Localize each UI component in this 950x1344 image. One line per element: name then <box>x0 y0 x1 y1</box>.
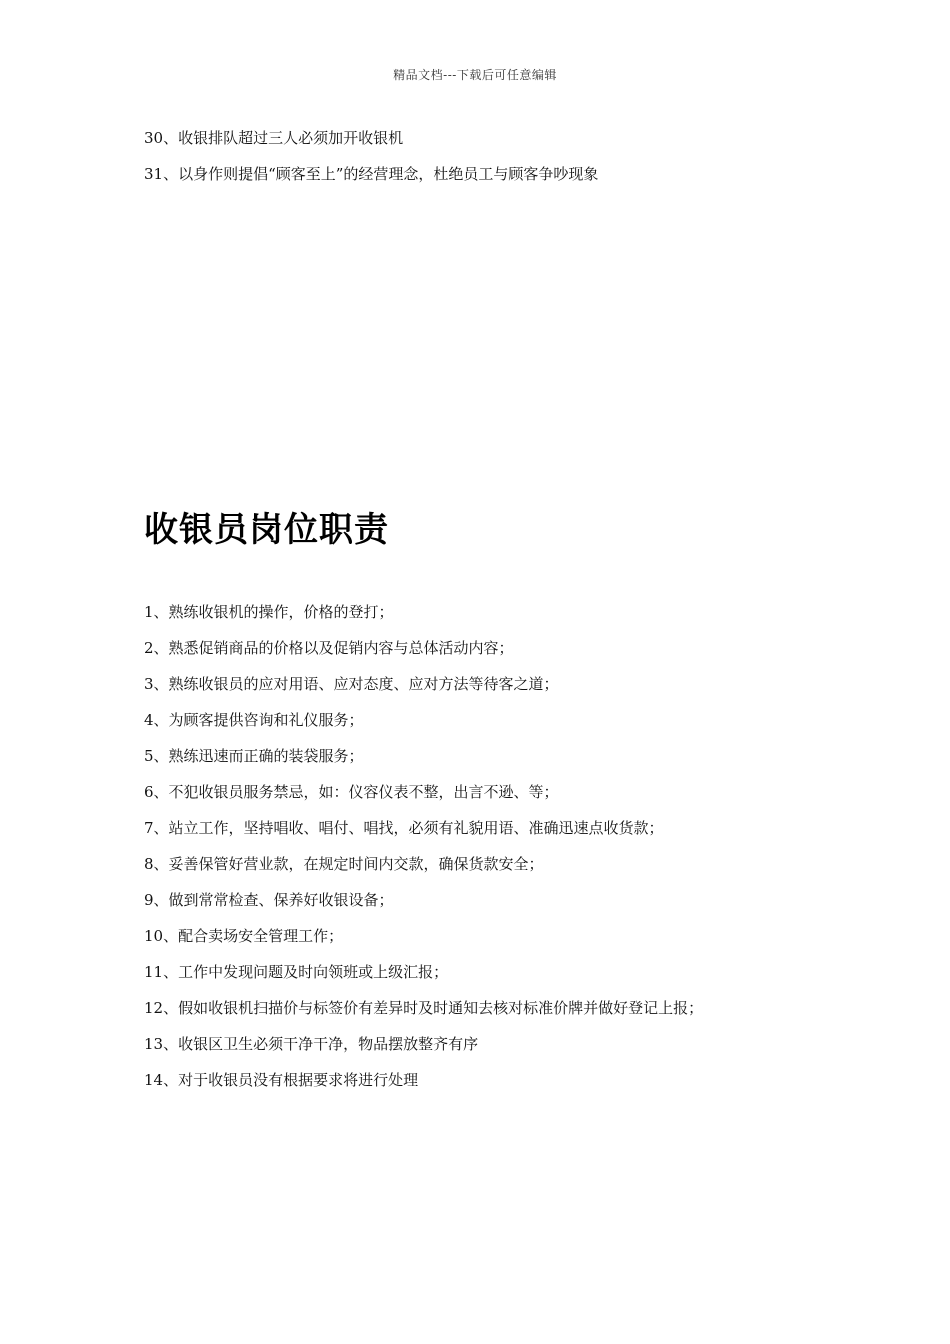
list-item: 5、熟练迅速而正确的装袋服务； <box>144 747 364 765</box>
continued-item-list <box>144 128 844 200</box>
list-item: 30、收银排队超过三人必须加开收银机 <box>144 129 404 147</box>
list-item: 2、熟悉促销商品的价格以及促销内容与总体活动内容； <box>144 639 514 657</box>
list-item: 14、对于收银员没有根据要求将进行处理 <box>144 1071 419 1089</box>
page-header: 精品文档---下载后可任意编辑 <box>393 68 557 82</box>
list-item: 8、妥善保管好营业款，在规定时间内交款，确保货款安全； <box>144 855 544 873</box>
duty-item-list <box>144 602 844 1106</box>
list-item: 12、假如收银机扫描价与标签价有差异时及时通知去核对标准价牌并做好登记上报； <box>144 999 704 1017</box>
list-item: 10、配合卖场安全管理工作； <box>144 927 344 945</box>
list-item: 6、不犯收银员服务禁忌，如：仪容仪表不整，出言不逊、等； <box>144 783 559 801</box>
list-item: 31、以身作则提倡“顾客至上”的经营理念，杜绝员工与顾客争吵现象 <box>144 165 599 183</box>
list-item: 11、工作中发现问题及时向领班或上级汇报； <box>144 963 449 981</box>
list-item: 9、做到常常检查、保养好收银设备； <box>144 891 394 909</box>
list-item: 1、熟练收银机的操作，价格的登打； <box>144 603 394 621</box>
list-item: 3、熟练收银员的应对用语、应对态度、应对方法等待客之道； <box>144 675 559 693</box>
list-item: 7、站立工作，坚持唱收、唱付、唱找，必须有礼貌用语、准确迅速点收货款； <box>144 819 664 837</box>
list-item: 4、为顾客提供咨询和礼仪服务； <box>144 711 364 729</box>
section-title: 收银员岗位职责 <box>144 510 389 550</box>
list-item: 13、收银区卫生必须干净干净，物品摆放整齐有序 <box>144 1035 479 1053</box>
